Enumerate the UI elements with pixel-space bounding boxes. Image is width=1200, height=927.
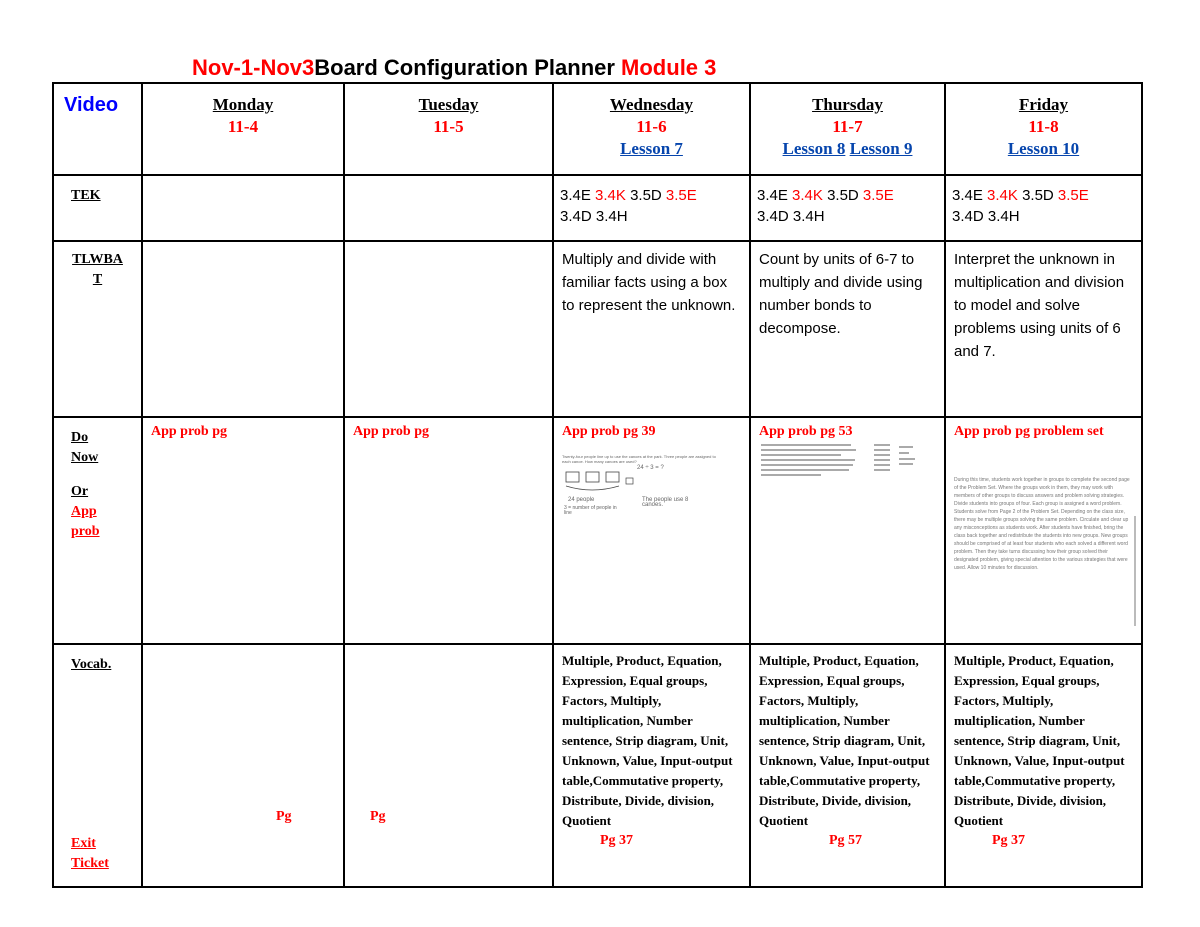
- vocab-label-cell: [53, 644, 142, 887]
- day-name-friday: Friday: [1018, 95, 1069, 114]
- tek-wednesday: [553, 175, 750, 240]
- thumbnail-note: 24 people: [568, 496, 595, 503]
- app-prob-thursday: App prob pg 53: [759, 423, 853, 439]
- tek-code: 3.4K: [595, 187, 626, 205]
- app-prob-friday: App prob pg problem set: [954, 423, 1104, 439]
- tek-code: 3.4K: [987, 187, 1018, 205]
- header-row: [53, 83, 1142, 175]
- problem-thumbnail-wednesday: [562, 454, 727, 534]
- exit-page-wednesday: Pg 37: [600, 832, 634, 848]
- lesson-link-7[interactable]: Lesson 7: [620, 139, 683, 158]
- tlwbat-wednesday: [553, 241, 750, 417]
- donow-label-cell: [53, 417, 142, 644]
- day-name-tuesday: Tuesday: [418, 95, 479, 114]
- day-date-tuesday: 11-5: [433, 117, 464, 136]
- tek-code: 3.5E: [862, 187, 894, 205]
- title-module: Module 3: [621, 55, 717, 80]
- vocab-list-thursday: Multiple, Product, Equation, Expression, Equal groups, Factors, Multiply, multiplication, Number sentence, Strip diagram, Unit, Unknown, Value, Input-output table,Commutative property, Distribute, Divide, division, Quotient: [759, 652, 930, 828]
- tek-code: 3.5E: [1057, 187, 1089, 205]
- objective-wednesday: Multiply and divide with familiar facts using a box to represent the unknown.: [562, 250, 736, 314]
- tlwbat-label-part: TLWBA: [72, 251, 123, 267]
- vocab-row: [53, 644, 1142, 887]
- tlwbat-label: [54, 242, 141, 290]
- tek-friday: [945, 175, 1142, 240]
- thumbnail-note: 3 = number of people in line: [564, 504, 617, 516]
- lesson-link-10[interactable]: Lesson 10: [1007, 139, 1080, 158]
- donow-label-now: Now: [71, 449, 99, 465]
- friday-header-cell: [945, 83, 1142, 175]
- exit-ticket-label: [71, 834, 109, 874]
- donow-label-do: Do: [71, 429, 89, 445]
- thumbnail-text: Twenty-four people line up to use the canoes at the park. Three people are assigned to each canoe. How many canoes are used?: [562, 453, 716, 464]
- objective-friday: Interpret the unknown in multiplication and division to model and solve problems using units of 6 and 7.: [954, 250, 1125, 360]
- exit-ticket-label-part: Ticket: [71, 856, 109, 871]
- exit-page-thursday: Pg 57: [829, 832, 863, 848]
- tlwbat-label-cell: [53, 241, 142, 417]
- title-dates: Nov-1-Nov3: [192, 55, 315, 80]
- vocab-wednesday: [553, 644, 750, 887]
- day-date-monday: 11-4: [227, 117, 259, 136]
- donow-label-prob: prob: [71, 523, 100, 539]
- tek-code: 3.5D: [827, 187, 859, 205]
- exit-page-monday: Pg: [276, 808, 292, 824]
- wednesday-header-cell: [553, 83, 750, 175]
- tek-code: 3.4K: [792, 187, 823, 205]
- lesson-link-8[interactable]: Lesson 8: [782, 139, 846, 158]
- day-name-wednesday: Wednesday: [609, 95, 694, 114]
- vocab-tuesday: [344, 644, 553, 887]
- day-name-thursday: Thursday: [812, 95, 883, 114]
- day-name-monday: Monday: [212, 95, 274, 114]
- tlwbat-label-part: T: [92, 271, 103, 287]
- exit-ticket-label-part: Exit: [71, 836, 96, 851]
- page-title: [192, 55, 716, 81]
- tek-tuesday: [344, 175, 553, 240]
- video-header-cell: [53, 83, 142, 175]
- tek-code: 3.4E: [952, 187, 983, 205]
- tek-code: 3.4E: [560, 187, 591, 205]
- donow-label: [54, 418, 141, 542]
- objective-thursday: Count by units of 6-7 to multiply and divide using number bonds to decompose.: [759, 250, 923, 337]
- tek-thursday: [750, 175, 945, 240]
- exit-page-tuesday: Pg: [370, 808, 386, 824]
- tek-code: 3.4D 3.4H: [560, 208, 628, 226]
- vocab-list-friday: Multiple, Product, Equation, Expression, Equal groups, Factors, Multiply, multiplication, Number sentence, Strip diagram, Unit, Unknown, Value, Input-output table,Commutative property, Distribute, Divide, division, Quotient: [954, 652, 1125, 828]
- day-date-wednesday: 11-6: [636, 117, 667, 136]
- monday-header-cell: [142, 83, 344, 175]
- app-prob-wednesday: App prob pg 39: [562, 423, 656, 439]
- vocab-list-wednesday: Multiple, Product, Equation, Expression, Equal groups, Factors, Multiply, multiplication, Number sentence, Strip diagram, Unit, Unknown, Value, Input-output table,Commutative property, Distribute, Divide, division, Quotient: [562, 652, 733, 828]
- tlwbat-tuesday: [344, 241, 553, 417]
- donow-friday: [945, 417, 1142, 644]
- thumbnail-note: The people use 8 canoes.: [642, 496, 689, 508]
- tek-monday: [142, 175, 344, 240]
- day-date-thursday: 11-7: [832, 117, 863, 136]
- tek-code: 3.4E: [757, 187, 788, 205]
- day-date-friday: 11-8: [1028, 117, 1059, 136]
- tlwbat-row: [53, 241, 1142, 417]
- video-header: Video: [64, 94, 119, 116]
- thursday-header-cell: [750, 83, 945, 175]
- app-prob-tuesday: App prob pg: [353, 423, 430, 439]
- tek-row: [53, 175, 1142, 240]
- thumbnail-equation: 24 ÷ 3 = ?: [637, 464, 664, 471]
- planner-table: [52, 82, 1143, 888]
- tek-label: TEK: [71, 188, 101, 204]
- tuesday-header-cell: [344, 83, 553, 175]
- vocab-label: Vocab.: [71, 656, 112, 672]
- donow-label-app: App: [71, 503, 97, 519]
- exit-page-friday: Pg 37: [992, 832, 1026, 848]
- lesson-link-9[interactable]: Lesson 9: [849, 139, 913, 158]
- donow-tuesday: [344, 417, 553, 644]
- vocab-friday: [945, 644, 1142, 887]
- tek-code: 3.5D: [1022, 187, 1054, 205]
- title-main: Board Configuration Planner: [314, 55, 622, 80]
- donow-monday: [142, 417, 344, 644]
- tek-code: 3.5D: [630, 187, 662, 205]
- donow-thursday: [750, 417, 945, 644]
- donow-label-or: Or: [71, 483, 89, 499]
- tlwbat-thursday: [750, 241, 945, 417]
- problem-thumbnail-thursday: [759, 442, 939, 482]
- tek-code: 3.4D 3.4H: [757, 208, 825, 226]
- donow-row: [53, 417, 1142, 644]
- thumbnail-text: During this time, students work together in groups to complete the second page of the Problem Set. Where the groups work in them, they may work with members of other groups to discuss answers and problem solving strategies. Divide students into groups of four. Each group is assigned a word problem. Students solve from Page 2 of the Problem Set. Depending on the class size, there may be multiple groups solving the same problem. Circulate and clear up any misconceptions as students work. After students have finished, bring the class back together and redistribute the students into new groups. New groups should be comprised of at least four students who each solved a different word problem. Then they take turns discussing how their group solved their designated problem, giving special attention to the various strategies that were used. Allow 10 minutes for discussion.: [954, 476, 1130, 571]
- tek-label-cell: [53, 175, 142, 240]
- donow-wednesday: [553, 417, 750, 644]
- vocab-thursday: [750, 644, 945, 887]
- tek-code: 3.5E: [665, 187, 697, 205]
- vocab-monday: [142, 644, 344, 887]
- problem-thumbnail-friday: [954, 476, 1136, 626]
- thumbnail-scrollbar: [1134, 516, 1136, 626]
- tlwbat-monday: [142, 241, 344, 417]
- tek-code: 3.4D 3.4H: [952, 208, 1020, 226]
- app-prob-monday: App prob pg: [151, 423, 228, 439]
- tlwbat-friday: [945, 241, 1142, 417]
